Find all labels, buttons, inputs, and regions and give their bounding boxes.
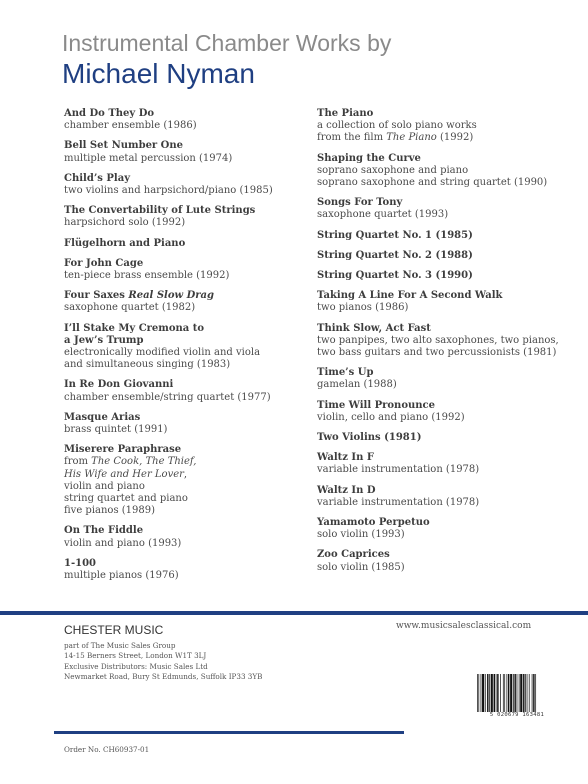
work-entry xyxy=(64,412,304,436)
work-title: The Convertability of Lute Strings xyxy=(64,205,256,217)
work-description-line: from The Cook, The Thief, xyxy=(64,456,197,468)
work-title: On The Fiddle xyxy=(64,525,144,537)
work-entry xyxy=(64,173,304,197)
barcode-bar xyxy=(496,674,497,712)
work-entry xyxy=(64,444,304,517)
work-title: Time Will Pronounce xyxy=(317,399,435,411)
work-entry xyxy=(64,558,304,582)
work-entry xyxy=(64,238,304,250)
work-description-line: variable instrumentation (1978) xyxy=(317,496,480,508)
work-description-line: and simultaneous singing (1983) xyxy=(64,359,231,371)
barcode-bar xyxy=(513,674,514,712)
work-description-line: multiple metal percussion (1974) xyxy=(64,152,233,164)
work-title: Miserere Paraphrase xyxy=(64,444,182,456)
work-description-line: harpsichord solo (1992) xyxy=(64,217,186,229)
work-title: For John Cage xyxy=(64,257,144,269)
work-entry xyxy=(317,517,585,541)
work-entry xyxy=(317,270,585,282)
work-title: Child’s Play xyxy=(64,172,131,184)
work-entry xyxy=(64,205,304,229)
work-description-line: saxophone quartet (1982) xyxy=(64,302,196,314)
publisher-name: CHESTER MUSIC xyxy=(64,623,164,637)
publisher-address xyxy=(64,641,262,683)
barcode-bar xyxy=(510,674,512,712)
composer-name: Michael Nyman xyxy=(62,58,255,89)
work-entry xyxy=(317,197,585,221)
barcode-bar xyxy=(485,674,486,712)
barcode-bar xyxy=(487,674,488,712)
work-description-line: two bass guitars and two percussionists (1981) xyxy=(317,347,557,359)
work-description-line: ten-piece brass ensemble (1992) xyxy=(64,270,230,282)
italic-title: Real Slow Drag xyxy=(128,290,215,302)
work-description-line: chamber ensemble/string quartet (1977) xyxy=(64,391,271,403)
barcode-bars xyxy=(474,674,560,712)
work-title: Two Violins (1981) xyxy=(317,432,422,444)
work-title: Time’s Up xyxy=(317,367,374,379)
barcode-bar xyxy=(533,674,534,712)
title-line-1: Instrumental Chamber Works by xyxy=(62,30,392,56)
work-description-line: two panpipes, two alto saxophones, two pianos, xyxy=(317,334,559,346)
work-description-line: gamelan (1988) xyxy=(317,379,397,391)
barcode-bar xyxy=(523,674,524,712)
barcode-bar xyxy=(535,674,536,712)
barcode-bar xyxy=(520,674,522,712)
works-list-right xyxy=(317,108,585,582)
barcode-bar xyxy=(507,674,508,712)
work-title: Bell Set Number One xyxy=(64,140,184,152)
work-title: In Re Don Giovanni xyxy=(64,379,174,391)
work-title: Zoo Caprices xyxy=(317,549,390,561)
works-list-left xyxy=(64,108,304,590)
work-description-line: string quartet and piano xyxy=(64,493,188,505)
work-title: Masque Arias xyxy=(64,411,141,423)
work-entry xyxy=(64,258,304,282)
barcode-bar xyxy=(500,674,501,712)
work-title: String Quartet No. 3 (1990) xyxy=(317,270,473,282)
barcode-bar xyxy=(478,674,479,712)
barcode-bar xyxy=(508,674,509,712)
work-entry xyxy=(317,549,585,573)
order-number: Order No. CH60937-01 xyxy=(64,745,150,754)
barcode-bar xyxy=(519,674,520,712)
work-title: Shaping the Curve xyxy=(317,152,421,164)
work-description-line: violin and piano xyxy=(64,480,145,492)
work-title: a Jew’s Trump xyxy=(64,334,144,346)
work-entry xyxy=(64,290,304,314)
work-title: Four Saxes Real Slow Drag xyxy=(64,290,215,302)
italic-title: The Cook, The Thief, xyxy=(91,456,197,468)
barcode-bar xyxy=(503,674,504,712)
barcode-bar xyxy=(532,674,533,712)
barcode-bar xyxy=(491,674,493,712)
work-description-line: soprano saxophone and string quartet (1990) xyxy=(317,177,548,189)
work-title: The Piano xyxy=(317,108,374,119)
work-entry xyxy=(317,250,585,262)
work-title: 1-100 xyxy=(64,557,96,569)
barcode-bar xyxy=(489,674,490,712)
work-entry xyxy=(317,323,585,360)
work-entry xyxy=(317,153,585,190)
work-description-line: soprano saxophone and piano xyxy=(317,164,469,176)
address-line: Exclusive Distributors: Music Sales Ltd xyxy=(64,661,208,671)
work-title: Think Slow, Act Fast xyxy=(317,322,431,334)
work-description-line: His Wife and Her Lover, xyxy=(64,468,188,480)
barcode-bar xyxy=(494,674,495,712)
barcode-bar xyxy=(482,674,484,712)
work-description-line: solo violin (1993) xyxy=(317,529,405,541)
work-description-line: violin, cello and piano (1992) xyxy=(317,411,465,423)
work-entry xyxy=(64,140,304,164)
barcode-bar xyxy=(517,674,518,712)
work-description-line: electronically modified violin and viola xyxy=(64,347,261,359)
work-title: Yamamoto Perpetuo xyxy=(317,517,430,529)
work-entry xyxy=(317,485,585,509)
work-description-line: violin and piano (1993) xyxy=(64,537,182,549)
work-title: String Quartet No. 2 (1988) xyxy=(317,249,473,261)
work-title: Flügelhorn and Piano xyxy=(64,237,186,249)
work-description-line: two violins and harpsichord/piano (1985) xyxy=(64,185,273,197)
work-entry xyxy=(64,108,304,132)
barcode xyxy=(474,674,560,720)
work-description-line: two pianos (1986) xyxy=(317,302,409,314)
work-entry xyxy=(64,379,304,403)
work-description-line: five pianos (1989) xyxy=(64,505,156,517)
footer-rule-top xyxy=(0,611,588,615)
footer-rule-bottom xyxy=(54,731,404,734)
barcode-bar xyxy=(525,674,526,712)
address-line: Newmarket Road, Bury St Edmunds, Suffolk IP33 3YB xyxy=(64,672,263,682)
barcode-bar xyxy=(529,674,530,712)
address-line: 14-15 Berners Street, London W1T 3LJ xyxy=(64,651,207,661)
work-title: Songs For Tony xyxy=(317,197,403,209)
work-entry xyxy=(317,290,585,314)
italic-title: The Piano xyxy=(386,132,437,144)
work-title: Taking A Line For A Second Walk xyxy=(317,290,503,302)
work-description-line: saxophone quartet (1993) xyxy=(317,209,449,221)
work-title: String Quartet No. 1 (1985) xyxy=(317,229,473,241)
work-title: Waltz In D xyxy=(317,484,376,496)
barcode-bar xyxy=(504,674,505,712)
work-title: Waltz In F xyxy=(317,452,374,464)
work-entry xyxy=(317,452,585,476)
work-entry xyxy=(317,432,585,444)
barcode-bar xyxy=(481,674,482,712)
work-description-line: from the film The Piano (1992) xyxy=(317,132,474,144)
work-entry xyxy=(64,323,304,372)
barcode-bar xyxy=(477,674,478,712)
barcode-bar xyxy=(527,674,528,712)
work-description-line: chamber ensemble (1986) xyxy=(64,120,197,132)
barcode-bar xyxy=(514,674,515,712)
publisher-website: www.musicsalesclassical.com xyxy=(396,621,532,631)
work-entry xyxy=(317,367,585,391)
work-description-line: brass quintet (1991) xyxy=(64,424,168,436)
italic-title: His Wife and Her Lover xyxy=(64,468,184,480)
work-entry xyxy=(317,108,585,145)
work-description-line: variable instrumentation (1978) xyxy=(317,464,480,476)
work-description-line: solo violin (1985) xyxy=(317,561,405,573)
work-title: I’ll Stake My Cremona to xyxy=(64,322,205,334)
work-entry xyxy=(64,525,304,549)
barcode-number: 5 020679 163481 xyxy=(489,712,545,718)
work-description-line: a collection of solo piano works xyxy=(317,120,477,132)
work-title: And Do They Do xyxy=(64,108,155,119)
work-description-line: multiple pianos (1976) xyxy=(64,570,179,582)
work-entry xyxy=(317,230,585,242)
address-line: part of The Music Sales Group xyxy=(64,641,176,650)
work-entry xyxy=(317,400,585,424)
barcode-bar xyxy=(497,674,498,712)
